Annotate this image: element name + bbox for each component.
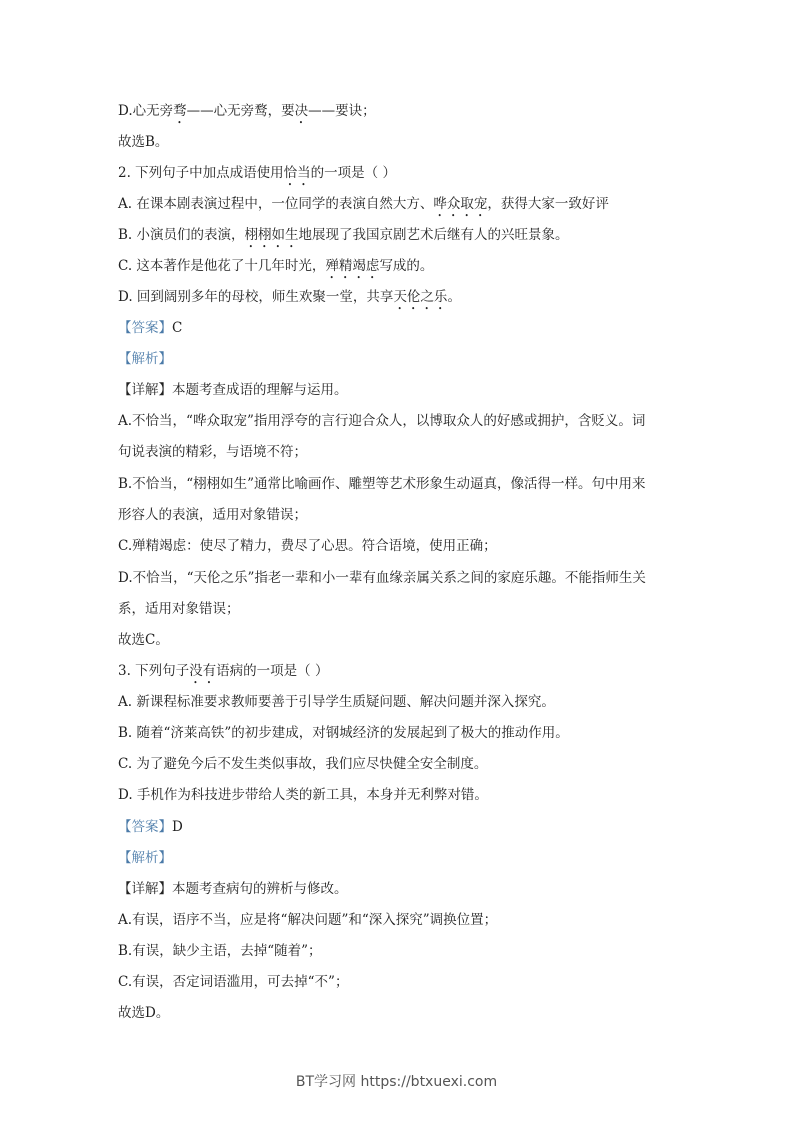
text-line: [118, 102, 376, 127]
text-line: [118, 412, 645, 430]
text-line: [118, 257, 433, 282]
text-segment: ——要诀；: [308, 103, 376, 119]
text-line: [118, 973, 348, 991]
emphasized-text: 没有: [189, 663, 217, 679]
emphasized-text: 殚精竭虑: [325, 258, 380, 274]
text-line: [118, 569, 646, 587]
text-segment: 系，适用对象错误；: [118, 601, 240, 617]
text-segment: 的一项是（ ）: [310, 165, 396, 181]
text-segment: 形容人的表演，适用对象错误；: [118, 507, 307, 523]
emphasized-text: 骛: [173, 103, 187, 119]
text-line: [118, 506, 307, 524]
text-line: [118, 288, 461, 313]
emphasized-text: 恰当: [283, 165, 311, 181]
text-segment: 故选C。: [118, 632, 169, 648]
text-line: [118, 1004, 169, 1022]
text-segment: D.不恰当，“天伦之乐”指老一辈和小一辈有血缘亲属关系之间的家庭乐趣。不能指师生关: [118, 570, 646, 586]
text-segment: 【详解】本题考查成语的理解与运用。: [118, 382, 348, 398]
text-segment: 故选B。: [118, 134, 169, 150]
text-segment: 【详解】本题考查病句的辨析与修改。: [118, 881, 348, 897]
emphasized-text: 决: [294, 103, 309, 119]
section-tag: 【解析】: [118, 351, 172, 367]
text-line: [118, 693, 555, 711]
text-line: [118, 849, 172, 867]
text-segment: A.不恰当，“哗众取宠”指用浮夸的言行迎合众人，以博取众人的好感或拥护，含贬义。词: [118, 413, 646, 429]
text-segment: 地展现了我国京剧艺术后继有人的兴旺景象。: [298, 227, 569, 243]
text-segment: C.有误，否定词语滥用，可去掉“不”；: [118, 974, 349, 990]
section-tag: 【答案】: [118, 320, 172, 336]
text-segment: A.有误，语序不当，应是将“解决问题”和“深入探究”调换位置；: [118, 912, 498, 928]
text-segment: ——心无旁鹜，要: [186, 103, 295, 119]
text-segment: D. 回到阔别多年的母校，师生欢聚一堂，共享: [118, 289, 394, 305]
text-segment: 故选D。: [118, 1005, 170, 1021]
text-segment: C. 这本著作是他花了十几年时光，: [118, 258, 326, 274]
text-segment: C.殚精竭虑：使尽了精力，费尽了心思。符合语境，使用正确；: [118, 538, 497, 554]
text-segment: 3. 下列句子: [118, 663, 190, 679]
text-line: [118, 600, 240, 618]
text-line: [118, 537, 497, 555]
text-line: [118, 475, 646, 493]
text-segment: 写成的。: [379, 258, 434, 274]
text-line: [118, 880, 348, 898]
text-line: [118, 195, 609, 220]
section-tag: 【解析】: [118, 850, 172, 866]
text-line: [118, 443, 307, 461]
text-line: [118, 631, 169, 649]
text-segment: B. 小演员们的表演，: [118, 227, 245, 243]
text-line: [118, 786, 488, 804]
text-line: [118, 319, 182, 337]
text-line: [118, 818, 183, 836]
text-segment: D: [172, 819, 183, 835]
text-line: [118, 724, 569, 742]
text-segment: B. 随着“济莱高铁”的初步建成，对钢城经济的发展起到了极大的推动作用。: [118, 725, 569, 741]
text-segment: D.心无旁: [118, 103, 174, 119]
text-line: [118, 662, 328, 687]
text-segment: 语病的一项是（ ）: [216, 663, 329, 679]
text-segment: ，获得大家一致好评: [487, 196, 609, 212]
text-segment: 句说表演的精彩，与语境不符；: [118, 444, 307, 460]
text-segment: C. 为了避免今后不发生类似事故，我们应尽快健全安全制度。: [118, 756, 488, 772]
text-segment: 2. 下列句子中加点成语使用: [118, 165, 284, 181]
text-line: [118, 226, 569, 251]
text-segment: A. 在课本剧表演过程中，一位同学的表演自然大方、: [118, 196, 434, 212]
emphasized-text: 哗众取宠: [433, 196, 488, 212]
text-segment: A. 新课程标准要求教师要善于引导学生质疑问题、解决问题并深入探究。: [118, 694, 555, 710]
text-segment: C: [172, 320, 183, 336]
emphasized-text: 栩栩如生: [244, 227, 299, 243]
text-line: [118, 133, 168, 151]
text-segment: 。: [447, 289, 461, 305]
text-line: [118, 942, 322, 960]
text-line: [118, 164, 396, 189]
text-segment: B.不恰当，“栩栩如生”通常比喻画作、雕塑等艺术形象生动逼真，像活得一样。句中用来: [118, 476, 646, 492]
text-line: [118, 350, 172, 368]
text-line: [118, 755, 487, 773]
text-segment: B.有误，缺少主语，去掉“随着”；: [118, 943, 322, 959]
text-segment: D. 手机作为科技进步带给人类的新工具，本身并无利弊对错。: [118, 787, 488, 803]
emphasized-text: 天伦之乐: [393, 289, 448, 305]
text-line: [118, 911, 497, 929]
footer-watermark: BT学习网 https://btxuexi.com: [295, 1074, 498, 1090]
text-line: [118, 381, 348, 399]
section-tag: 【答案】: [118, 819, 172, 835]
